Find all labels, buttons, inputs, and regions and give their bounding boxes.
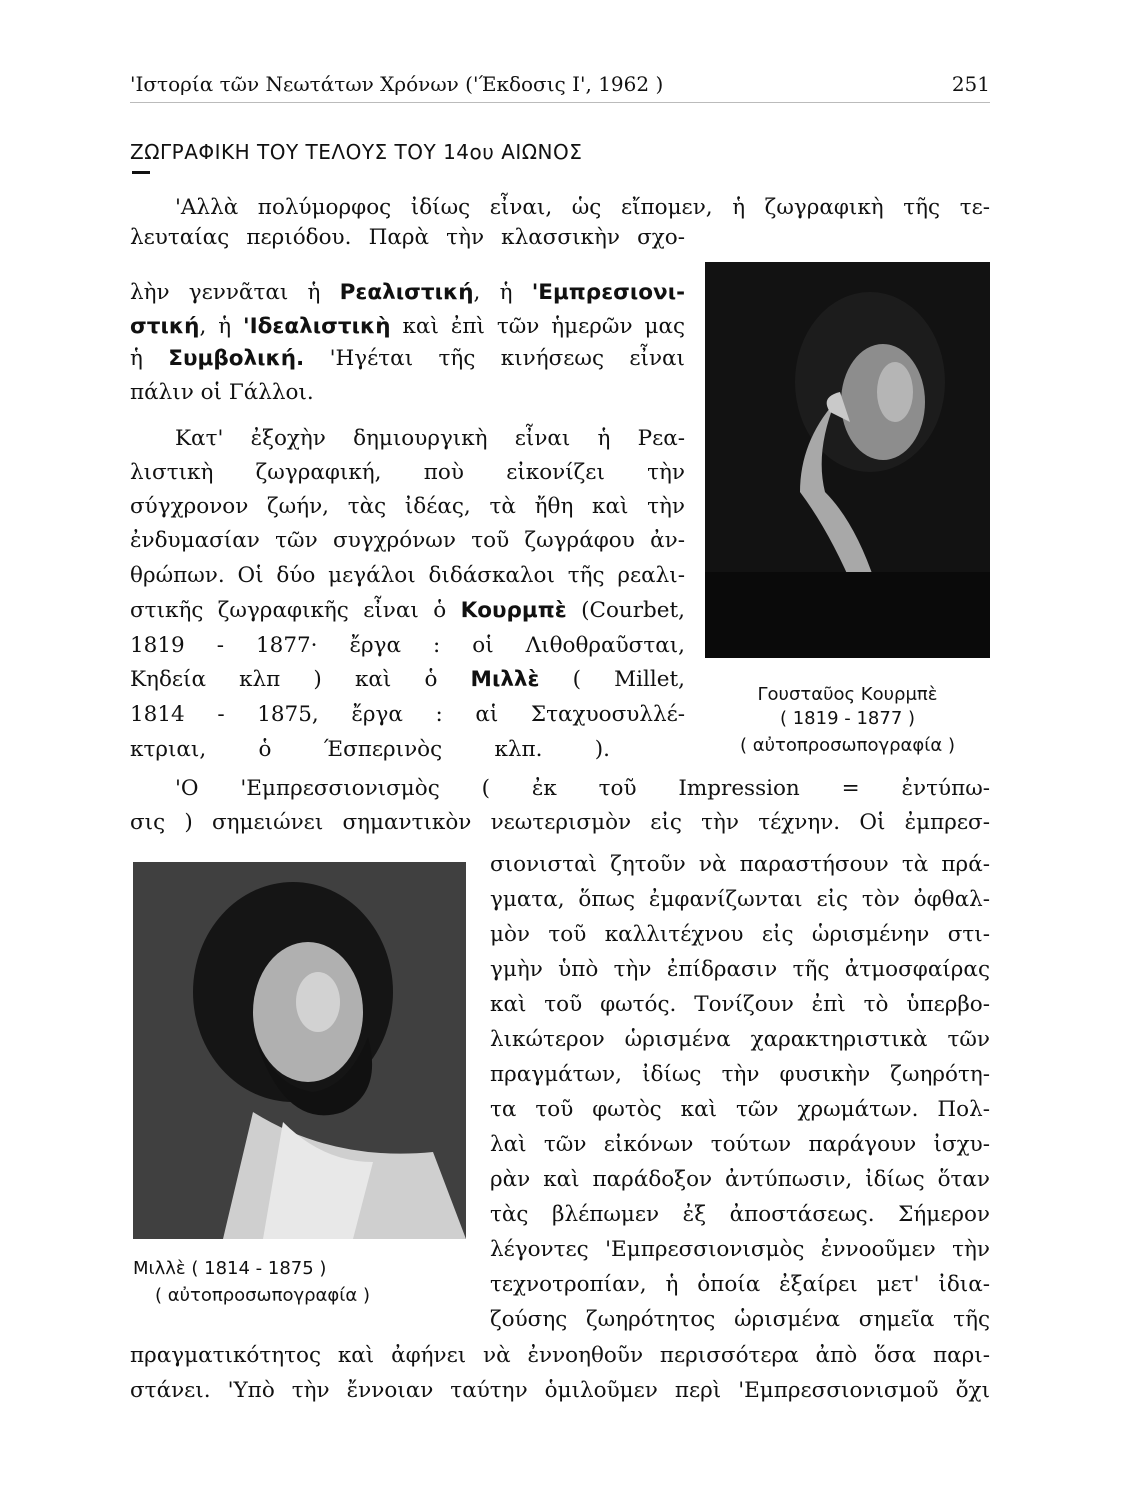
text-line: 1819 - 1877· ἔργα : οἱ Λιθοθραῦσται, [130,633,685,658]
term-realistic: Ρεαλιστική [339,280,474,305]
text-line: στάνει. 'Υπὸ τὴν ἔννοιαν ταύτην ὁμιλοῦμεν περὶ 'Εμπρεσσιονισμοῦ ὄχι [130,1378,990,1403]
text-run: ( Millet, [539,667,685,692]
text-run: στικῆς ζωγραφικῆς εἶναι ὁ [130,598,461,623]
text-line [130,312,685,342]
courbet-caption-note: ( αὐτοπροσωπογραφία ) [740,735,955,756]
text-line: 'Αλλὰ πολύμορφος ἰδίως εἶναι, ὡς εἴπομεν, ἡ ζωγραφικὴ τῆς τε- [175,195,990,220]
text-run: καὶ ἐπὶ τῶν ἡμερῶν μας [390,314,686,339]
text-line: θρώπων. Οἱ δύο μεγάλοι διδάσκαλοι τῆς ρεαλι- [130,563,685,588]
text-line: 'Ο 'Εμπρεσσιονισμὸς ( ἐκ τοῦ Impression = ἐντύπω- [175,776,990,801]
millet-caption-name: Μιλλὲ ( 1814 - 1875 ) [133,1258,327,1279]
text-line: γματα, ὅπως ἐμφανίζωνται εἰς τὸν ὀφθαλ- [490,887,990,912]
text-line: γμὴν ὑπὸ τὴν ἐπίδρασιν τῆς ἀτμοσφαίρας [490,957,990,982]
section-title: ΖΩΓΡΑΦΙΚΗ ΤΟΥ ΤΕΛΟΥΣ ΤΟΥ 14ου ΑΙΩΝΟΣ [130,140,583,164]
text-line: σιονισταὶ ζητοῦν νὰ παραστήσουν τὰ πρά- [490,852,990,877]
text-run: Κηδεία κλπ ) καὶ ὁ [130,667,471,692]
text-line [130,596,685,626]
text-line: Κατ' ἐξοχὴν δημιουργικὴ εἶναι ἡ Ρεα- [175,426,685,451]
millet-portrait-image [133,862,466,1239]
term-symbolist: Συμβολική. [168,346,305,371]
text-line: καὶ τοῦ φωτός. Τονίζουν ἐπὶ τὸ ὑπερβο- [490,992,990,1017]
text-line: τα τοῦ φωτὸς καὶ τῶν χρωμάτων. Πολ- [490,1097,990,1122]
term-impressionist: 'Εμπρεσιονι- [531,280,685,305]
millet-portrait-illustration [133,862,466,1239]
courbet-portrait-illustration [705,262,990,658]
running-title: 'Ιστορία τῶν Νεωτάτων Χρόνων ('Έκδοσις Ι', 1962 ) [130,72,664,96]
name-courbet: Κουρμπὲ [460,598,567,623]
name-millet: Μιλλὲ [470,667,540,692]
text-line: λευταίας περιόδου. Παρὰ τὴν κλασσικὴν σχο- [130,225,685,250]
text-line: τὰς βλέπωμεν ἐξ ἀποστάσεως. Σήμερον [490,1202,990,1227]
text-line: λαὶ τῶν εἰκόνων τούτων παράγουν ἰσχυ- [490,1132,990,1157]
text-line: ἐνδυμασίαν τῶν συγχρόνων τοῦ ζωγράφου ἀν- [130,528,685,553]
term-impressionist-end: στική [130,314,200,339]
text-line: λέγοντες 'Εμπρεσσιονισμὸς ἐννοοῦμεν τὴν [490,1237,990,1262]
courbet-caption-name: Γουσταῦος Κουρμπὲ [757,684,938,705]
term-idealist: 'Ιδεαλιστικὴ [243,314,391,339]
text-line: τεχνοτροπίαν, ἡ ὁποία ἐξαίρει μετ' ἰδια- [490,1272,990,1297]
text-run: ἡ [130,346,169,371]
text-run: (Courbet, [566,598,685,623]
text-run: λὴν γεννᾶται ἡ [130,280,340,305]
text-line: ρὰν καὶ παράδοξον ἀντύπωσιν, ἰδίως ὅταν [490,1167,990,1192]
text-line: 1814 - 1875, ἔργα : αἱ Σταχυοσυλλέ- [130,702,685,727]
text-line: πραγμάτων, ἰδίως τὴν φυσικὴν ζωηρότη- [490,1062,990,1087]
text-line: πραγματικότητος καὶ ἀφήνει νὰ ἐννοηθοῦν περισσότερα ἀπὸ ὅσα παρι- [130,1343,990,1368]
millet-caption-note: ( αὐτοπροσωπογραφία ) [155,1285,370,1306]
text-line: μὸν τοῦ καλλιτέχνου εἰς ὡρισμένην στι- [490,922,990,947]
text-line: σύγχρονον ζωήν, τὰς ἰδέας, τὰ ἤθη καὶ τὴν [130,494,685,519]
text-run: 'Ηγέται τῆς κινήσεως εἶναι [304,346,685,371]
text-line: πάλιν οἱ Γάλλοι. [130,380,314,405]
running-header [130,68,990,103]
text-line: σις ) σημειώνει σημαντικὸν νεωτερισμὸν εἰς τὴν τέχνην. Οἱ ἐμπρεσ- [130,810,990,835]
courbet-caption-dates: ( 1819 - 1877 ) [779,708,916,729]
text-line: λικώτερον ὡρισμένα χαρακτηριστικὰ τῶν [490,1027,990,1052]
text-run: , ἡ [199,314,244,339]
text-line: κτριαι, ὁ Έσπερινὸς κλπ. ). [130,737,610,762]
text-line: λιστικὴ ζωγραφική, ποὺ εἰκονίζει τὴν [130,460,685,485]
text-line [130,278,685,308]
text-line [130,344,685,374]
courbet-portrait-image [705,262,990,658]
page-number: 251 [951,72,990,96]
text-run: , ἡ [473,280,532,305]
text-line: ζούσης ζωηρότητος ὡρισμένα σημεῖα τῆς [490,1307,990,1332]
text-line [130,665,685,695]
